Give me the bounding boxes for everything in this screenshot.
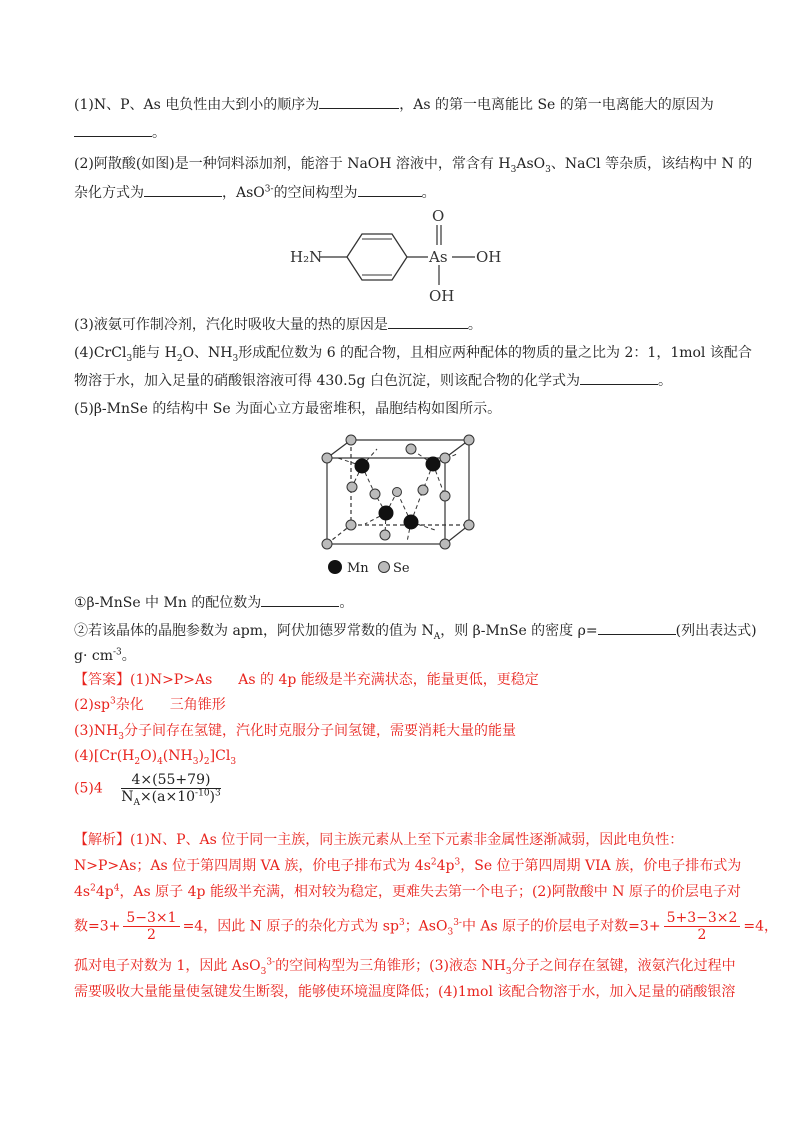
den-na: N xyxy=(121,789,134,805)
frac-den: 2 xyxy=(697,927,707,943)
analysis-line-3 xyxy=(74,882,741,902)
answer-4c: (NH xyxy=(162,748,193,764)
answer-blank xyxy=(580,370,658,385)
hydroxyl-label: OH xyxy=(476,248,502,266)
pair-fraction-1 xyxy=(123,910,179,943)
question-4-line-1 xyxy=(74,343,752,363)
frac-num: 5+3−3×2 xyxy=(664,910,741,927)
legend-mn-label: Mn xyxy=(347,561,369,576)
answer-3b: 分子间存在氢键，汽化时克服分子间氢键，需要消耗大量的能量 xyxy=(124,723,517,739)
answer-blank xyxy=(261,592,339,607)
answer-2-sup: 3 xyxy=(109,696,116,707)
den-cube: 3 xyxy=(215,788,221,799)
answer-3-sub: 3 xyxy=(118,731,125,742)
analysis-3b: ，As 原子 4p 能级半充满，相对较为稳定，更难失去第一个电子；(2)阿散酸中 N 原子的价层电子对 xyxy=(119,884,741,900)
q5-sub2-text-b: ，则 β-MnSe 的密度 ρ= xyxy=(440,623,598,639)
legend-se-marker xyxy=(379,562,390,573)
answer-line-1 xyxy=(74,670,539,690)
analysis-2a: N>P>As；As 位于第四周期 VA 族，价电子排布式为 4s xyxy=(74,858,431,874)
answer-label: 【答案】 xyxy=(74,672,130,688)
q5-sub: A xyxy=(433,631,441,642)
answer-4-sub: 2 xyxy=(134,756,141,767)
q4-sub: 3 xyxy=(232,353,239,364)
q5-unit-end: 。 xyxy=(121,648,136,664)
analysis-label: 【解析】 xyxy=(74,832,130,848)
q2-sub: 3 xyxy=(545,164,551,175)
question-2-line-2 xyxy=(74,182,436,203)
frac-num: 5−3×1 xyxy=(123,910,179,927)
q5-unit-sup: -3 xyxy=(112,647,122,658)
answer-blank xyxy=(598,620,676,635)
question-5-unit xyxy=(74,646,136,666)
arsanilic-acid-structure xyxy=(270,205,530,305)
answer-2b: 杂化 xyxy=(115,697,144,713)
answer-4: (4)[Cr(H xyxy=(74,748,135,764)
q2-text-b: AsO xyxy=(516,156,546,172)
answer-2c: 三角锥形 xyxy=(169,697,226,713)
q2-sub: 3 xyxy=(510,164,517,175)
sup: 3- xyxy=(266,957,276,968)
sup: 3 xyxy=(454,857,461,868)
density-numerator: 4×(55+79) xyxy=(121,772,221,789)
q4-sub: 2 xyxy=(176,353,183,364)
analysis-3m: 4p xyxy=(95,884,114,900)
q1-text-end: 。 xyxy=(152,125,166,141)
den-exp: -10 xyxy=(195,788,210,799)
mnse-unit-cell-diagram xyxy=(315,430,485,580)
answer-2: (2)sp xyxy=(74,697,110,713)
answer-4b: O) xyxy=(140,748,158,764)
q4-sub: 3 xyxy=(126,353,133,364)
q2-text-c: 、NaCl 等杂质，该结构中 N 的 xyxy=(550,156,753,172)
answer-blank xyxy=(74,122,152,137)
legend-se-label: Se xyxy=(393,561,410,576)
question-5-sub-1 xyxy=(74,592,353,613)
analysis-4e: =4， xyxy=(743,918,779,935)
answer-line-4 xyxy=(74,746,236,766)
analysis-line-6 xyxy=(74,982,735,1002)
q2-text-d: 杂化方式为 xyxy=(74,185,144,201)
answer-3: (3)NH xyxy=(74,723,119,739)
analysis-line-5 xyxy=(74,956,736,976)
analysis-1: (1)N、P、As 位于同一主族，同主族元素从上至下元素非金属性逐渐减弱，因此电负性： xyxy=(130,832,684,848)
q4-text-d: 形成配位数为 6 的配合物，且相应两种配体的物质的量之比为 2：1，1mol 该配合 xyxy=(238,345,752,361)
question-1-line-1 xyxy=(74,94,714,115)
question-1-line-2 xyxy=(74,122,166,143)
q3-text: (3)液氨可作制冷剂，汽化时吸收大量的热的原因是 xyxy=(74,317,388,333)
answer-line-2 xyxy=(74,695,226,715)
analysis-4a: 数=3+ xyxy=(74,918,121,935)
q2-text-f: 的空间构型为 xyxy=(273,185,358,201)
answer-line-3 xyxy=(74,721,516,741)
q5-sub1-text: ①β-MnSe 中 Mn 的配位数为 xyxy=(74,595,262,611)
q4-text-c: O、NH xyxy=(182,345,233,361)
hydroxyl-label-2: OH xyxy=(429,287,455,305)
analysis-5c: 分子之间存在氢键，液氨汽化过程中 xyxy=(511,958,736,974)
sub: 3 xyxy=(447,927,454,938)
answer-blank xyxy=(358,182,422,197)
question-4-line-2 xyxy=(74,370,672,391)
analysis-line-1 xyxy=(74,830,683,850)
analysis-2m: 4p xyxy=(436,858,455,874)
answer-blank xyxy=(319,94,399,109)
q4-text-e: 物溶于水，加入足量的硝酸银溶液可得 430.5g 白色沉淀，则该配合物的化学式为 xyxy=(74,373,580,389)
oxo-label: O xyxy=(432,207,445,225)
q1-text-a: (1)N、P、As 电负性由大到小的顺序为 xyxy=(74,97,320,113)
q3-end: 。 xyxy=(467,317,482,333)
analysis-4d: 中 As 原子的价层电子对数=3+ xyxy=(461,918,661,935)
q4-text-b: 能与 H xyxy=(132,345,177,361)
q2-text-g: 。 xyxy=(421,185,436,201)
den-close: ) xyxy=(209,789,216,805)
den-sub: A xyxy=(133,797,140,808)
amine-group-label: H₂N xyxy=(290,248,323,266)
q5-intro-text: (5)β-MnSe 的结构中 Se 为面心立方最密堆积，晶胞结构如图所示。 xyxy=(74,401,502,417)
q5-sub2-text-c: (列出表达式) xyxy=(675,623,757,639)
sup: 4 xyxy=(113,883,120,894)
q4-text-a: (4)CrCl xyxy=(74,345,127,361)
sup: 3- xyxy=(453,917,462,928)
answer-4e: ]Cl xyxy=(209,748,231,764)
analysis-5a: 孤对电子对数为 1，因此 AsO xyxy=(74,958,261,974)
q2-text-a: (2)阿散酸(如图)是一种饲料添加剂，能溶于 NaOH 溶液中，常含有 H xyxy=(74,156,511,172)
q4-end: 。 xyxy=(657,373,672,389)
analysis-6: 需要吸收大量能量使氢键发生断裂，能够使环境温度降低；(4)1mol 该配合物溶于水，加入足量的硝酸银溶 xyxy=(74,984,736,1000)
pair-fraction-2 xyxy=(664,910,741,943)
analysis-line-2 xyxy=(74,856,741,876)
answer-4-sub: 4 xyxy=(157,756,163,767)
sup: 2 xyxy=(90,883,96,894)
sub: 3 xyxy=(260,966,267,977)
answer-4-sub: 3 xyxy=(230,756,237,767)
analysis-4b: =4，因此 N 原子的杂化方式为 sp xyxy=(182,918,399,935)
density-fraction xyxy=(121,772,221,808)
q2-text-e: ，AsO xyxy=(222,185,265,201)
analysis-2b: ，Se 位于第四周期 VIA 族，价电子排布式为 xyxy=(460,858,742,874)
answer-5: (5)4 xyxy=(74,780,103,797)
density-denominator xyxy=(121,788,221,808)
q5-sub2-text-a: ②若该晶体的晶胞参数为 apm，阿伏加德罗常数的值为 N xyxy=(74,623,434,639)
answer-1: (1)N>P>As xyxy=(130,672,213,688)
analysis-3a: 4s xyxy=(74,884,91,900)
q1-text-b: ，As 的第一电离能比 Se 的第一电离能大的原因为 xyxy=(399,97,714,113)
q2-sup: 3- xyxy=(264,184,274,195)
answer-line-5 xyxy=(74,772,224,808)
analysis-4c: ；AsO xyxy=(404,918,448,935)
legend-mn-marker xyxy=(328,560,342,574)
q5-unit: g· cm xyxy=(74,648,113,664)
q5-sub1-end: 。 xyxy=(339,595,354,611)
analysis-5b: 的空间构型为三角锥形；(3)液态 NH xyxy=(275,958,506,974)
question-5-sub-2 xyxy=(74,620,757,641)
answer-4d: ) xyxy=(198,748,204,764)
frac-den: 2 xyxy=(147,927,156,943)
sup: 3 xyxy=(398,917,405,928)
den-rest: ×(a×10 xyxy=(139,789,196,805)
arsenic-label: As xyxy=(429,248,448,266)
question-2-line-1 xyxy=(74,154,752,174)
analysis-line-4 xyxy=(74,910,778,943)
sub: 3 xyxy=(505,966,512,977)
answer-4-sub: 2 xyxy=(203,756,210,767)
answer-1b: As 的 4p 能级是半充满状态，能量更低，更稳定 xyxy=(238,672,539,688)
answer-4-sub: 3 xyxy=(192,756,199,767)
sup: 2 xyxy=(430,857,437,868)
answer-blank xyxy=(388,314,468,329)
question-5-intro xyxy=(74,399,501,419)
answer-blank xyxy=(144,182,222,197)
question-3 xyxy=(74,314,482,335)
